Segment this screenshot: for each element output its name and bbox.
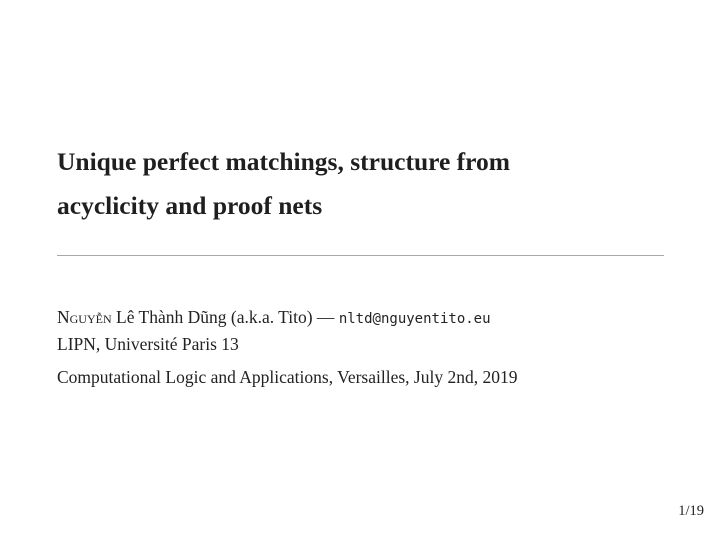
conference-info: Computational Logic and Applications, Versailles, July 2nd, 2019 — [57, 367, 518, 387]
author-line — [57, 305, 491, 331]
title-divider — [57, 255, 664, 256]
author-given-name: Lê Thành Dũng (a.k.a. Tito) — — [111, 307, 339, 327]
author-email[interactable]: nltd@nguyentito.eu — [338, 311, 491, 327]
presentation-title — [57, 140, 667, 228]
author-family-name: Nguyễn — [57, 307, 112, 327]
title-line-2: acyclicity and proof nets — [57, 191, 323, 220]
affiliation: LIPN, Université Paris 13 — [57, 334, 239, 354]
title-line-1: Unique perfect matchings, structure from — [57, 147, 511, 176]
page-number: 1/19 — [678, 503, 704, 519]
